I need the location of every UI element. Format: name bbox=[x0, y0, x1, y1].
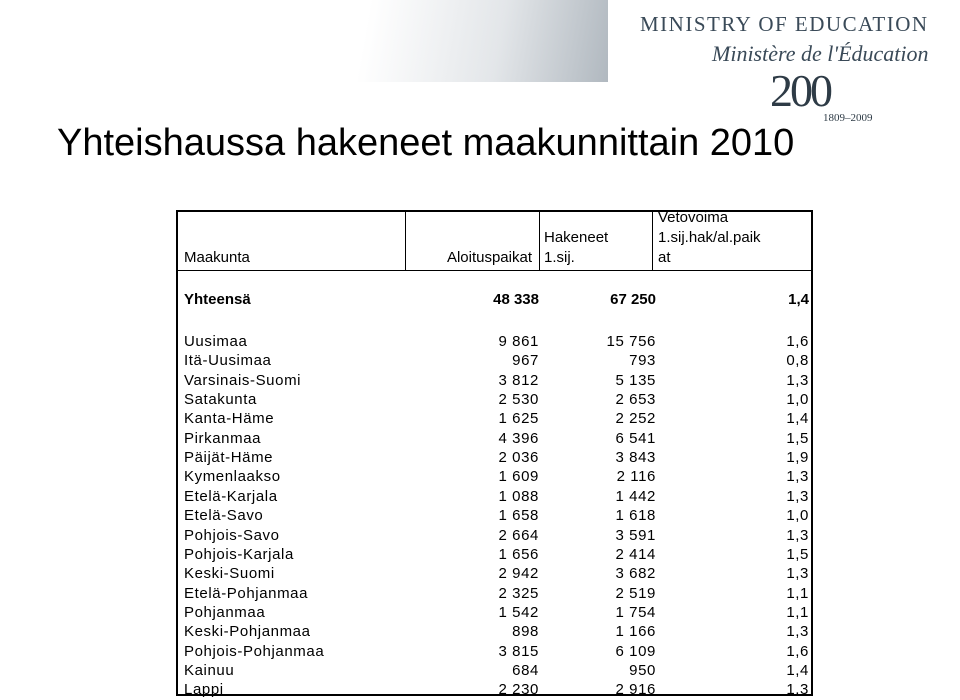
attractiveness-ratio: 1,3 bbox=[786, 487, 809, 505]
table-row bbox=[178, 351, 811, 371]
starting-places: 1 658 bbox=[498, 507, 539, 525]
header-attractiveness bbox=[658, 209, 808, 270]
table-row bbox=[178, 661, 811, 681]
starting-places: 2 942 bbox=[498, 565, 539, 583]
region-name: Keski-Suomi bbox=[184, 565, 275, 583]
starting-places: 2 230 bbox=[498, 681, 539, 699]
header-applicants-line1: Hakeneet bbox=[544, 229, 609, 246]
attractiveness-ratio: 1,3 bbox=[786, 468, 809, 486]
table-row bbox=[178, 506, 811, 526]
region-name: Satakunta bbox=[184, 391, 257, 409]
applicants: 1 618 bbox=[615, 507, 656, 525]
attractiveness-ratio: 1,1 bbox=[786, 584, 809, 602]
region-name: Itä-Uusimaa bbox=[184, 352, 272, 370]
table-row bbox=[178, 642, 811, 662]
column-divider bbox=[652, 212, 653, 270]
table-row bbox=[178, 487, 811, 507]
attractiveness-ratio: 1,1 bbox=[786, 603, 809, 621]
region-name: Lappi bbox=[184, 681, 224, 699]
starting-places: 1 656 bbox=[498, 545, 539, 563]
applicants: 5 135 bbox=[615, 371, 656, 389]
total-ratio: 1,4 bbox=[788, 291, 809, 308]
region-name: Pohjois-Savo bbox=[184, 526, 280, 544]
applicants: 1 754 bbox=[615, 603, 656, 621]
starting-places: 967 bbox=[512, 352, 539, 370]
region-name: Pirkanmaa bbox=[184, 429, 262, 447]
region-name: Kainuu bbox=[184, 661, 235, 679]
attractiveness-ratio: 1,6 bbox=[786, 642, 809, 660]
attractiveness-ratio: 1,5 bbox=[786, 429, 809, 447]
attractiveness-ratio: 1,3 bbox=[786, 623, 809, 641]
applicants: 2 653 bbox=[615, 391, 656, 409]
attractiveness-ratio: 1,6 bbox=[786, 333, 809, 350]
ministry-name-french: Ministère de l'Éducation bbox=[712, 41, 929, 66]
table-row bbox=[178, 603, 811, 623]
table-row-total bbox=[178, 290, 811, 310]
attractiveness-ratio: 1,4 bbox=[786, 410, 809, 428]
applicants: 2 414 bbox=[615, 545, 656, 563]
table-row bbox=[178, 467, 811, 487]
applicants: 2 116 bbox=[616, 468, 656, 486]
starting-places: 2 664 bbox=[498, 526, 539, 544]
header-attractiveness-line2: 1.sij.hak/al.paik bbox=[658, 229, 761, 246]
applicants: 3 843 bbox=[615, 449, 656, 467]
starting-places: 3 815 bbox=[498, 642, 539, 660]
attractiveness-ratio: 1,0 bbox=[786, 507, 809, 525]
region-name: Varsinais-Suomi bbox=[184, 371, 302, 389]
total-applicants: 67 250 bbox=[610, 291, 656, 308]
region-name: Keski-Pohjanmaa bbox=[184, 623, 311, 641]
region-name: Kymenlaakso bbox=[184, 468, 281, 486]
starting-places: 9 861 bbox=[498, 333, 539, 350]
region-name: Pohjois-Karjala bbox=[184, 545, 294, 563]
starting-places: 1 609 bbox=[498, 468, 539, 486]
table-row bbox=[178, 448, 811, 468]
anniversary-years: 1809–2009 bbox=[823, 112, 873, 124]
starting-places: 1 542 bbox=[498, 603, 539, 621]
table-row bbox=[178, 371, 811, 391]
region-name: Uusimaa bbox=[184, 333, 248, 350]
attractiveness-ratio: 0,8 bbox=[786, 352, 809, 370]
starting-places: 898 bbox=[512, 623, 539, 641]
ministry-name-english: MINISTRY OF EDUCATION bbox=[640, 12, 929, 36]
starting-places: 2 036 bbox=[498, 449, 539, 467]
total-places: 48 338 bbox=[493, 291, 539, 308]
table-row bbox=[178, 622, 811, 642]
header-region bbox=[184, 212, 384, 270]
region-name: Etelä-Savo bbox=[184, 507, 264, 525]
applicants: 6 541 bbox=[615, 429, 656, 447]
applicants: 6 109 bbox=[615, 642, 656, 660]
applicants: 15 756 bbox=[606, 333, 656, 350]
anniversary-logo: 200 bbox=[770, 65, 830, 116]
table-row bbox=[178, 545, 811, 565]
header-starting-places bbox=[406, 212, 534, 270]
starting-places: 1 625 bbox=[498, 410, 539, 428]
attractiveness-ratio: 1,0 bbox=[786, 391, 809, 409]
region-name: Pohjois-Pohjanmaa bbox=[184, 642, 325, 660]
attractiveness-ratio: 1,3 bbox=[786, 565, 809, 583]
table-row bbox=[178, 332, 811, 352]
attractiveness-ratio: 1,3 bbox=[786, 526, 809, 544]
table-row bbox=[178, 526, 811, 546]
attractiveness-ratio: 1,9 bbox=[786, 449, 809, 467]
applicants-table bbox=[176, 209, 813, 699]
region-name: Kanta-Häme bbox=[184, 410, 275, 428]
applicants: 3 591 bbox=[615, 526, 656, 544]
header-attractiveness-line3: at bbox=[658, 249, 671, 266]
column-divider bbox=[539, 212, 540, 270]
starting-places: 2 325 bbox=[498, 584, 539, 602]
region-name: Etelä-Karjala bbox=[184, 487, 278, 505]
region-name: Päijät-Häme bbox=[184, 449, 274, 467]
header-attractiveness-line1: Vetovoima bbox=[658, 209, 729, 226]
starting-places: 4 396 bbox=[498, 429, 539, 447]
header-applicants bbox=[544, 212, 648, 270]
starting-places: 3 812 bbox=[498, 371, 539, 389]
applicants: 2 252 bbox=[615, 410, 656, 428]
region-name: Etelä-Pohjanmaa bbox=[184, 584, 309, 602]
applicants: 2 519 bbox=[615, 584, 656, 602]
region-name: Pohjanmaa bbox=[184, 603, 266, 621]
applicants: 950 bbox=[629, 661, 656, 679]
attractiveness-ratio: 1,4 bbox=[786, 661, 809, 679]
applicants: 2 916 bbox=[615, 681, 656, 699]
header-region-label: Maakunta bbox=[184, 249, 250, 266]
table-row bbox=[178, 584, 811, 604]
table-row bbox=[178, 409, 811, 429]
applicants: 1 166 bbox=[615, 623, 656, 641]
starting-places: 1 088 bbox=[498, 487, 539, 505]
page-title: Yhteishaussa hakeneet maakunnittain 2010 bbox=[57, 122, 795, 164]
table-row bbox=[178, 429, 811, 449]
applicants: 793 bbox=[629, 352, 656, 370]
table-header bbox=[178, 209, 811, 270]
attractiveness-ratio: 1,3 bbox=[786, 681, 809, 699]
table-row bbox=[178, 680, 811, 700]
header-starting-places-label: Aloituspaikat bbox=[446, 249, 532, 266]
attractiveness-ratio: 1,3 bbox=[786, 371, 809, 389]
applicants: 3 682 bbox=[615, 565, 656, 583]
attractiveness-ratio: 1,5 bbox=[786, 545, 809, 563]
applicants: 1 442 bbox=[615, 487, 656, 505]
header-divider bbox=[178, 270, 811, 271]
table-row bbox=[178, 390, 811, 410]
starting-places: 684 bbox=[512, 661, 539, 679]
table-row bbox=[178, 564, 811, 584]
total-label: Yhteensä bbox=[184, 291, 251, 308]
header-applicants-line2: 1.sij. bbox=[544, 249, 575, 266]
starting-places: 2 530 bbox=[498, 391, 539, 409]
